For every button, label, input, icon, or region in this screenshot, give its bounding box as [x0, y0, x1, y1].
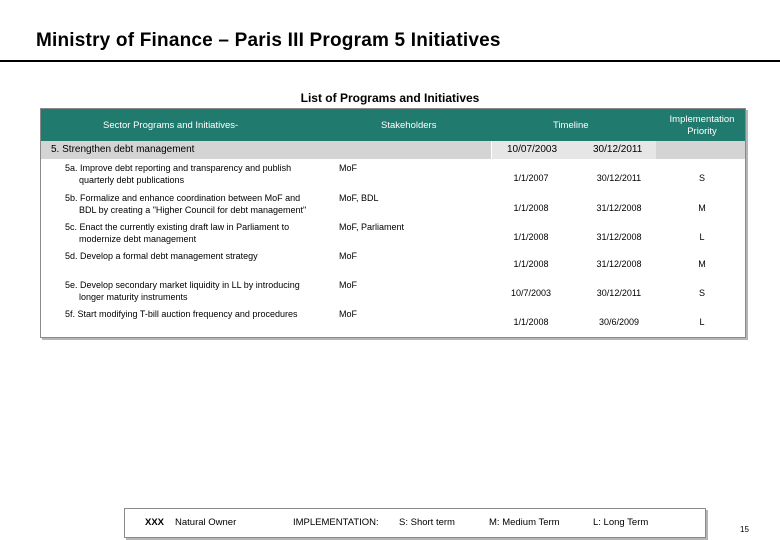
start-date-cell: 1/1/2008 — [513, 232, 549, 242]
table-row — [41, 278, 745, 307]
initiative-text-line2: longer maturity instruments — [79, 292, 188, 302]
legend-box — [124, 508, 706, 538]
header-priority-line2: Priority — [687, 126, 717, 137]
initiatives-table — [40, 108, 746, 338]
start-date-cell: 1/1/2008 — [513, 317, 549, 327]
initiative-text-line2: modernize debt management — [79, 234, 197, 244]
table-row — [41, 249, 745, 278]
initiative-text-line2: quarterly debt publications — [79, 175, 185, 185]
stakeholder-cell: MoF, BDL — [339, 193, 379, 203]
title-divider — [0, 60, 780, 62]
end-date-cell: 30/6/2009 — [598, 317, 640, 327]
initiative-text-line1: 5e. Develop secondary market liquidity in LL by introducing — [65, 280, 300, 290]
initiative-text-line1: 5f. Start modifying T-bill auction frequency and procedures — [65, 309, 298, 319]
initiative-text-line1: 5b. Formalize and enhance coordination between MoF and — [65, 193, 301, 203]
initiative-text-line1: 5c. Enact the currently existing draft law in Parliament to — [65, 222, 290, 232]
start-date-cell: 10/7/2003 — [510, 288, 552, 298]
table-header — [41, 109, 745, 141]
page-number: 15 — [740, 525, 749, 534]
section-date-start: 10/07/2003 — [507, 144, 558, 155]
initiative-text-line2: BDL by creating a "Higher Council for debt management" — [79, 205, 307, 215]
legend-owner-label: Natural Owner — [175, 517, 237, 528]
priority-cell: S — [698, 173, 705, 183]
legend-medium-term: M: Medium Term — [489, 517, 560, 528]
priority-cell: L — [699, 317, 705, 327]
header-timeline: Timeline — [553, 120, 589, 131]
section-label: 5. Strengthen debt management — [51, 144, 195, 155]
end-date-cell: 30/12/2011 — [596, 173, 642, 183]
table-row — [41, 220, 745, 249]
end-date-cell: 31/12/2008 — [596, 203, 642, 213]
stakeholder-cell: MoF — [339, 251, 357, 261]
legend-short-term: S: Short term — [399, 517, 455, 528]
priority-cell: L — [699, 232, 705, 242]
start-date-cell: 1/1/2008 — [513, 203, 549, 213]
section-row — [41, 141, 745, 159]
table-subtitle: List of Programs and Initiatives — [300, 91, 480, 105]
priority-cell: M — [698, 203, 706, 213]
end-date-cell: 31/12/2008 — [596, 259, 642, 269]
header-stakeholders: Stakeholders — [381, 120, 437, 131]
priority-cell: S — [698, 288, 705, 298]
stakeholder-cell: MoF — [339, 163, 357, 173]
header-sector: Sector Programs and Initiatives- — [103, 120, 239, 131]
legend-long-term: L: Long Term — [593, 517, 649, 528]
table-row — [41, 307, 745, 336]
start-date-cell: 1/1/2007 — [513, 173, 549, 183]
table-row — [41, 191, 745, 220]
stakeholder-cell: MoF — [339, 309, 357, 319]
page-title: Ministry of Finance – Paris III Program 5 Initiatives — [36, 30, 501, 51]
priority-cell: M — [698, 259, 706, 269]
table-row — [41, 161, 745, 190]
section-date-end: 30/12/2011 — [593, 144, 643, 155]
legend-implementation-label: IMPLEMENTATION: — [293, 517, 379, 528]
header-priority-line1: Implementation — [669, 114, 735, 125]
initiative-text-line1: 5a. Improve debt reporting and transparency and publish — [65, 163, 292, 173]
end-date-cell: 30/12/2011 — [596, 288, 642, 298]
legend-owner-code: XXX — [145, 517, 165, 528]
start-date-cell: 1/1/2008 — [513, 259, 549, 269]
stakeholder-cell: MoF — [339, 280, 357, 290]
initiative-text-line1: 5d. Develop a formal debt management strategy — [65, 251, 258, 261]
end-date-cell: 31/12/2008 — [596, 232, 642, 242]
stakeholder-cell: MoF, Parliament — [339, 222, 405, 232]
